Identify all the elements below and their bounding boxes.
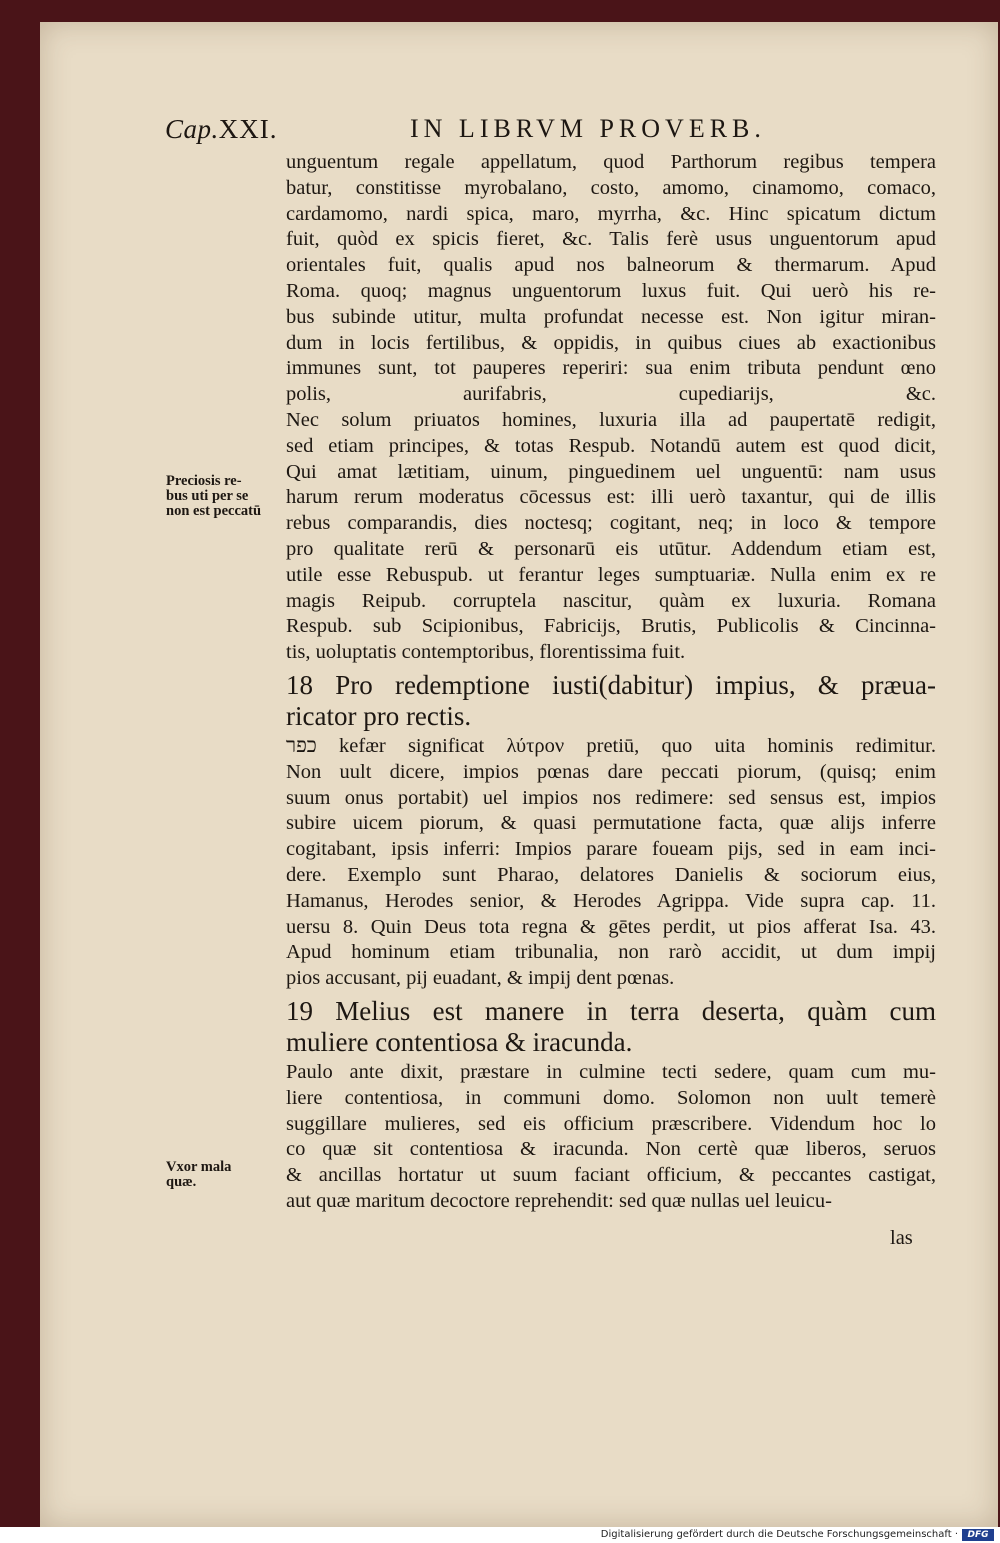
text-line: Non uult dicere, impios pœnas dare peccati piorum, (quisq; enim: [286, 760, 936, 783]
book-page: [40, 22, 998, 1527]
text-line: harum rerum moderatus cōcessus est: illi uerò taxantur, qui de illis: [286, 486, 936, 509]
text-line: suum onus portabit) uel impios nos redimere: sed sensus est, impios: [286, 786, 936, 809]
text-line: suggillare mulieres, sed eis officium præscribere. Videndum hoc lo: [286, 1112, 936, 1135]
text-line: muliere contentiosa & iracunda.: [286, 1026, 633, 1057]
text-line: Nec solum priuatos homines, luxuria illa ad paupertatē redigit,: [286, 408, 936, 431]
text-line: ricator pro rectis.: [286, 700, 472, 731]
text-line: cogitabant, ipsis inferri: Impios parare foueam pijs, sed in eam inci-: [286, 838, 936, 861]
text-line: tis, uoluptatis contemptoribus, florentissima fuit.: [286, 641, 686, 664]
text-line: Apud hominum etiam tribunalia, non rarò accidit, ut dum impij: [286, 941, 936, 964]
margin-note-precious-things: [166, 474, 276, 519]
paragraph-redemption: [286, 734, 936, 992]
text-line: fuit, quòd ex spicis fieret, &c. Talis ferè usus unguentorum apud: [286, 228, 936, 251]
text-line: Hamanus, Herodes senior, & Herodes Agrippa. Vide supra cap. 11.: [286, 889, 936, 912]
text-line: Respub. sub Scipionibus, Fabricijs, Brutis, Publicolis & Cincinna-: [286, 615, 936, 638]
text-line: orientales fuit, qualis apud nos balneorum & thermarum. Apud: [286, 254, 936, 277]
text-line: dum in locis fertilibus, & oppidis, in quibus ciues ab exactionibus: [286, 331, 936, 354]
text-line: כפר kefær significat λύτρον pretiū, quo uita hominis redimitur.: [286, 734, 936, 757]
digitization-credit: Digitalisierung gefördert durch die Deutsche Forschungsgemeinschaft ·: [600, 1529, 958, 1540]
text-line: immunes sunt, tot pauperes reperiri: sua enim tributa pendunt œno: [286, 357, 936, 380]
catchword: las: [890, 1227, 913, 1249]
text-line: batur, constitisse myrobalano, costo, amomo, cinamomo, comaco,: [286, 176, 936, 199]
text-line: magis Reipub. corruptela nascitur, quàm ex luxuria. Romana: [286, 589, 936, 612]
running-head: [40, 112, 998, 152]
text-line: unguentum regale appellatum, quod Parthorum regibus tempera: [286, 151, 936, 173]
text-line: subire uicem piorum, & quasi permutatione facta, quæ alijs inferre: [286, 812, 936, 835]
margin-note-text: Vxor mala quæ.: [166, 1159, 232, 1190]
text-line: liere contentiosa, in communi domo. Solomon non uult temerè: [286, 1086, 936, 1109]
text-line: Qui amat lætitiam, uinum, pinguedinem uel unguentū: nam usus: [286, 460, 936, 483]
text-line: 19 Melius est manere in terra deserta, quàm cum: [286, 995, 936, 1026]
text-line: 18 Pro redemptione iusti(dabitur) impius, & præua-: [286, 669, 936, 700]
text-line: pios accusant, pij euadant, & impij dent pœnas.: [286, 967, 675, 990]
paragraph-luxury: [286, 150, 936, 666]
margin-note-text: Preciosis re- bus uti per se non est peccatū: [166, 473, 262, 519]
margin-note-bad-wife: [166, 1160, 276, 1190]
text-line: cardamomo, nardi spica, maro, myrrha, &c. Hinc spicatum dictum: [286, 202, 936, 225]
text-line: sed etiam principes, & totas Respub. Notandū autem est quod dicit,: [286, 434, 936, 457]
main-text-block: [286, 150, 936, 1215]
paragraph-contentious-woman: [286, 1060, 936, 1215]
text-line: aut quæ maritum decoctore reprehendit: sed quæ nullas uel leuicu-: [286, 1189, 832, 1212]
text-line: uersu 8. Quin Deus tota regna & gētes perdit, ut pios afferat Isa. 43.: [286, 915, 936, 938]
text-line: polis, aurifabris, cupediarijs, &c.: [286, 383, 936, 406]
text-line: bus subinde utitur, multa profundat necesse est. Non igitur miran-: [286, 305, 936, 328]
text-line: utile esse Rebuspub. ut ferantur leges sumptuariæ. Nulla enim ex re: [286, 563, 936, 586]
chapter-label: Cap.XXI.: [165, 114, 278, 144]
text-line: dere. Exemplo sunt Pharao, delatores Danielis & sociorum eius,: [286, 863, 936, 886]
verse-18-heading: [286, 670, 936, 732]
dfg-logo: DFG: [962, 1529, 994, 1541]
verse-19-heading: [286, 996, 936, 1058]
text-line: Roma. quoq; magnus unguentorum luxus fuit. Qui uerò his re-: [286, 279, 936, 302]
text-line: & ancillas hortatur ut suum faciant officium, & peccantes castigat,: [286, 1164, 936, 1187]
text-line: Paulo ante dixit, præstare in culmine tecti sedere, quam cum mu-: [286, 1060, 936, 1083]
text-line: rebus comparandis, dies noctesq; cogitant, neq; in loco & tempore: [286, 512, 936, 535]
text-line: pro qualitate rerū & personarū eis utūtur. Addendum etiam est,: [286, 537, 936, 560]
text-line: co quæ sit contentiosa & iracunda. Non certè quæ liberos, seruos: [286, 1138, 936, 1161]
book-title: IN LIBRVM PROVERB.: [410, 114, 766, 143]
